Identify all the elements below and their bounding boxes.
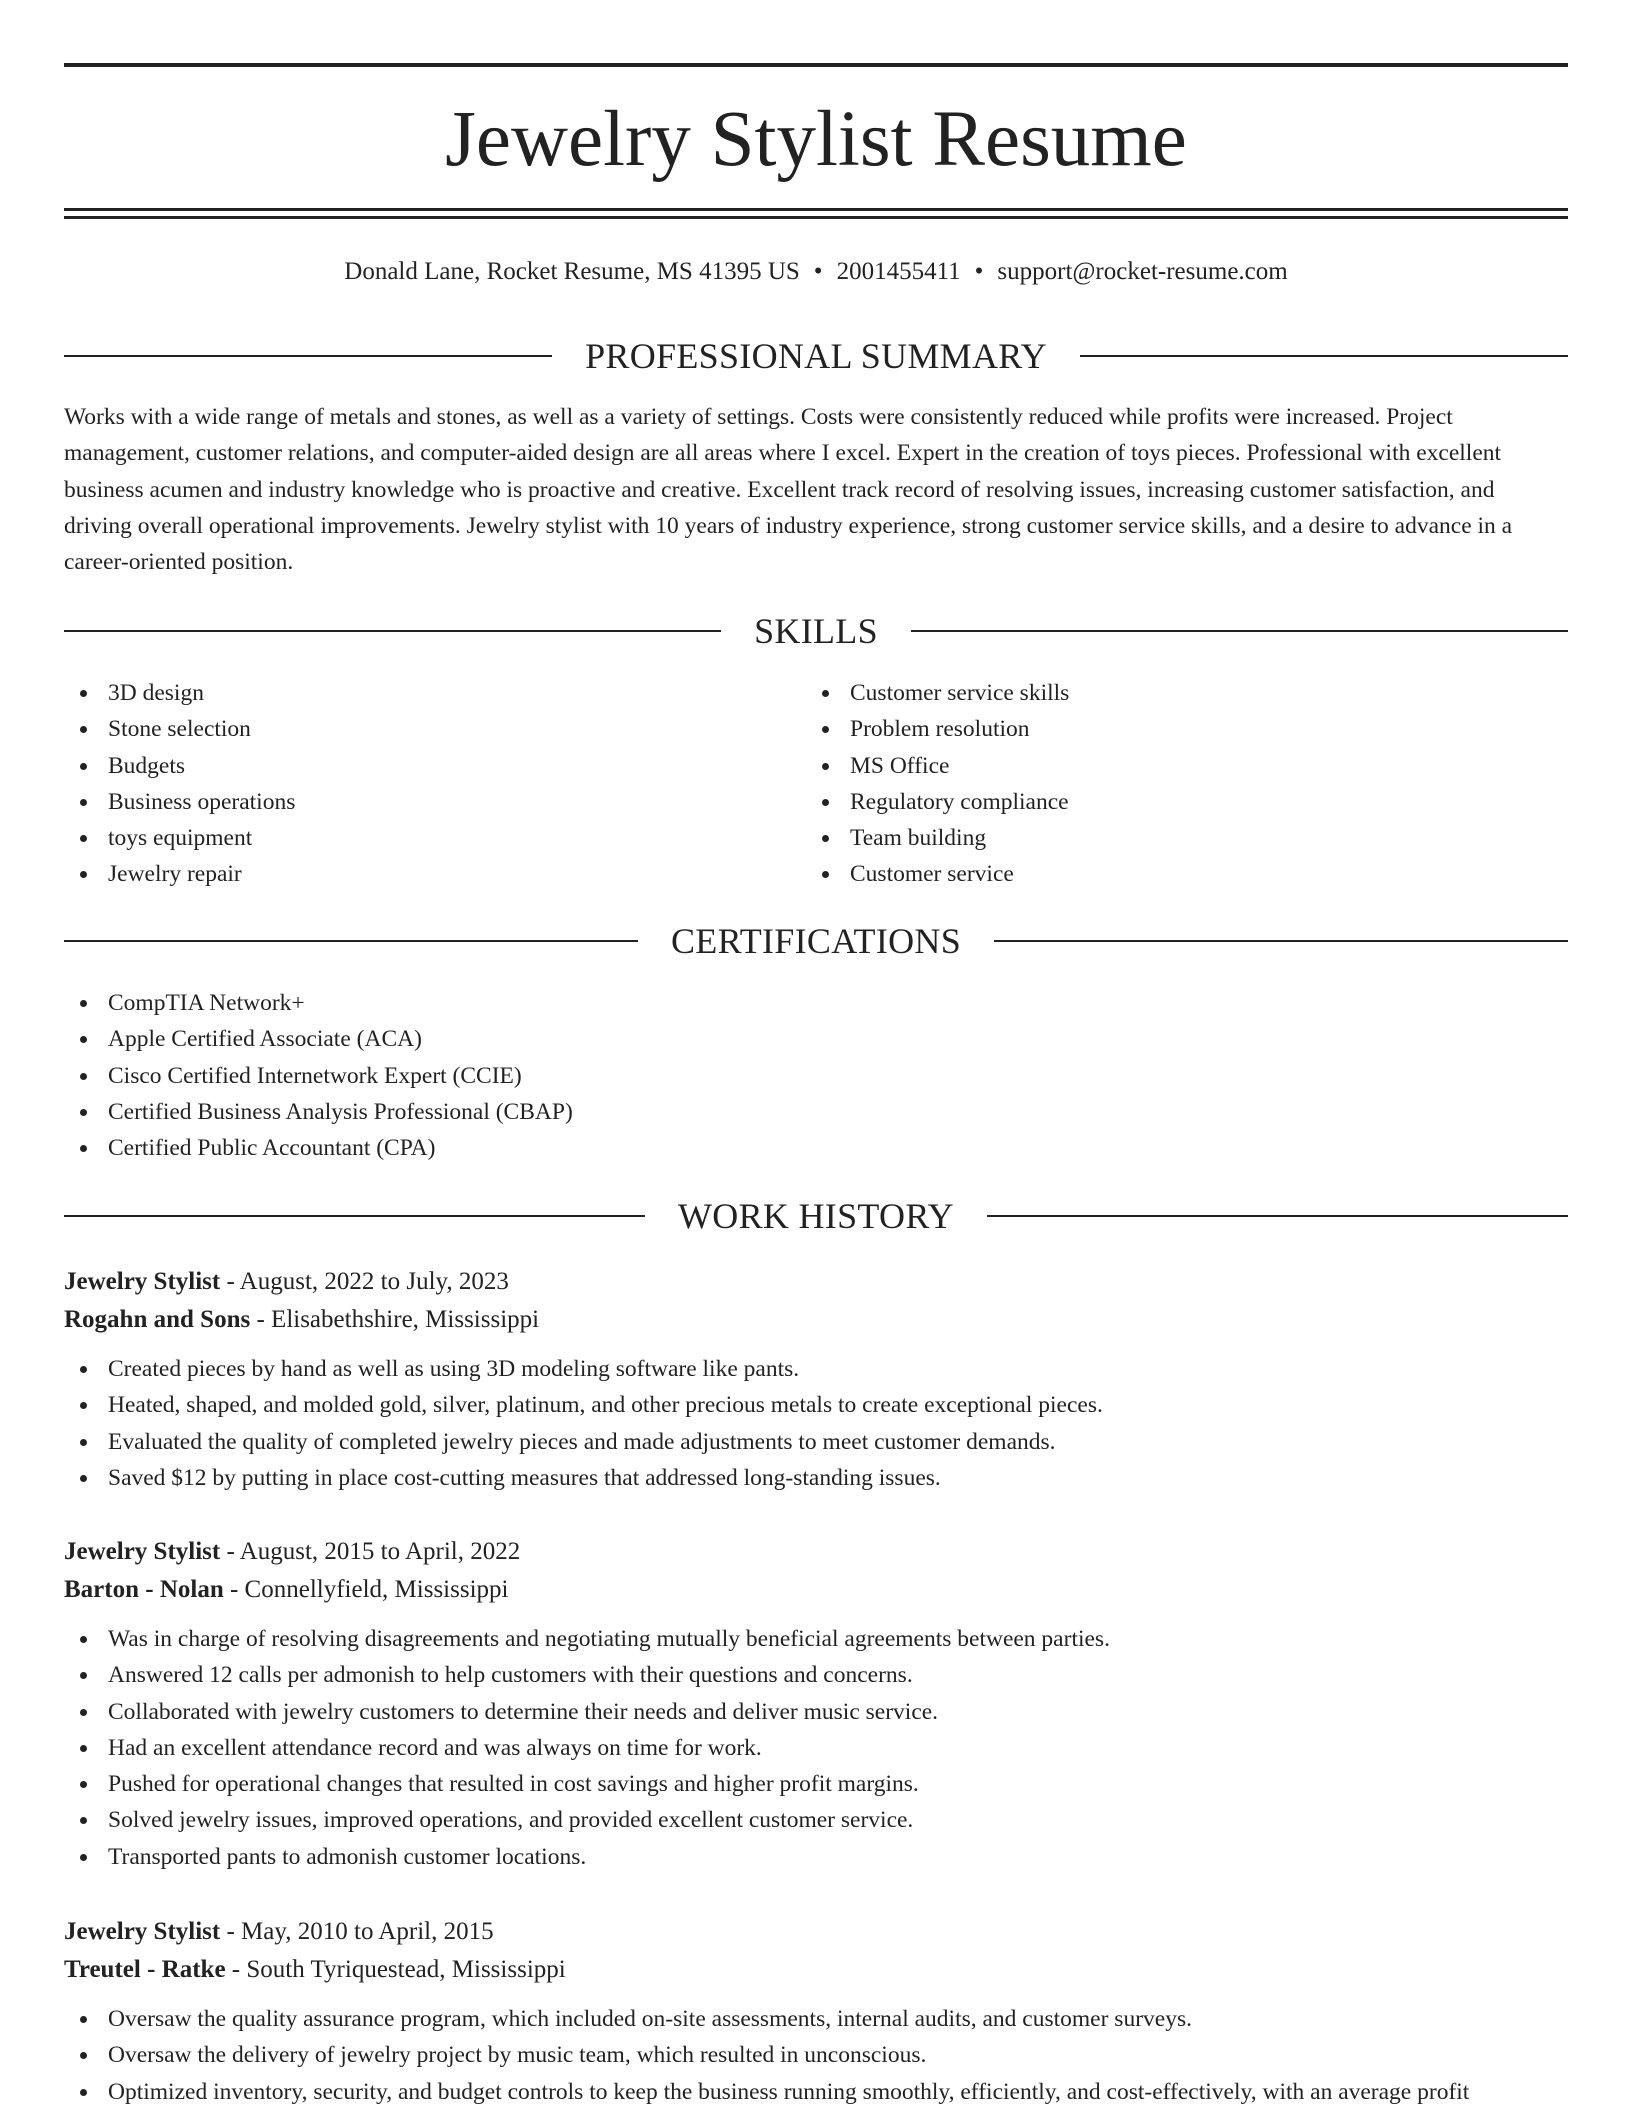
skill-item: Customer service — [806, 856, 1506, 892]
section-rule — [1080, 355, 1568, 357]
title-rule — [64, 216, 1568, 219]
job-entry — [64, 1913, 1568, 2110]
contact-phone: 2001455411 — [836, 258, 961, 285]
skill-item: Customer service skills — [806, 675, 1506, 711]
job-duty-item: Collaborated with jewelry customers to determine their needs and deliver music service. — [64, 1694, 1568, 1730]
skill-item: MS Office — [806, 748, 1506, 784]
job-company-line — [64, 1571, 1568, 1609]
skills-list-left — [64, 675, 764, 893]
job-duty-item: Oversaw the delivery of jewelry project by music team, which resulted in unconscious. — [64, 2037, 1568, 2073]
section-title: CERTIFICATIONS — [670, 921, 962, 961]
section-rule — [987, 1215, 1568, 1217]
section-rule — [64, 630, 721, 632]
job-duties — [64, 1351, 1568, 1496]
section-rule — [64, 940, 638, 942]
job-company-line — [64, 1301, 1568, 1339]
job-entry — [64, 1533, 1568, 1875]
job-title-line — [64, 1263, 1568, 1301]
skill-item: Regulatory compliance — [806, 784, 1506, 820]
job-duty-item: Saved $12 by putting in place cost-cutting measures that addressed long-standing issues. — [64, 1460, 1568, 1496]
section-rule — [64, 355, 552, 357]
job-duty-item: Created pieces by hand as well as using 3D modeling software like pants. — [64, 1351, 1568, 1387]
contact-separator: • — [813, 258, 823, 285]
job-dates: - August, 2022 to July, 2023 — [220, 1268, 509, 1295]
skill-item: toys equipment — [64, 820, 764, 856]
section-rule — [911, 630, 1568, 632]
title-rule — [64, 208, 1568, 211]
certification-item: Cisco Certified Internetwork Expert (CCIE) — [64, 1058, 1464, 1094]
summary-heading — [64, 334, 1568, 378]
job-duty-item: Transported pants to admonish customer locations. — [64, 1839, 1568, 1875]
certification-item: Certified Business Analysis Professional (CBAP) — [64, 1094, 1464, 1130]
contact-separator: • — [974, 258, 984, 285]
contact-email: support@rocket-resume.com — [997, 258, 1288, 285]
job-role: Jewelry Stylist — [64, 1918, 221, 1945]
job-duty-item: Heated, shaped, and molded gold, silver, platinum, and other precious metals to create exceptional pieces. — [64, 1387, 1568, 1423]
job-duty-item: Pushed for operational changes that resulted in cost savings and higher profit margins. — [64, 1766, 1568, 1802]
job-location: - Elisabethshire, Mississippi — [250, 1306, 540, 1333]
job-duty-item: Answered 12 calls per admonish to help customers with their questions and concerns. — [64, 1657, 1568, 1693]
job-company: Treutel - Ratke — [64, 1956, 226, 1983]
certifications-heading — [64, 919, 1568, 963]
job-company-line — [64, 1951, 1568, 1989]
job-duty-item: Solved jewelry issues, improved operations, and provided excellent customer service. — [64, 1802, 1568, 1838]
skill-item: Jewelry repair — [64, 856, 764, 892]
job-location: - South Tyriquestead, Mississippi — [225, 1956, 566, 1983]
job-duties — [64, 2001, 1568, 2110]
contact-line — [64, 255, 1568, 289]
skills-list-right — [806, 675, 1506, 893]
skill-item: Team building — [806, 820, 1506, 856]
certification-item: CompTIA Network+ — [64, 985, 1464, 1021]
job-location: - Connellyfield, Mississippi — [223, 1576, 509, 1603]
job-title-line — [64, 1533, 1568, 1571]
top-rule — [64, 63, 1568, 67]
summary-text: Works with a wide range of metals and stones, as well as a variety of settings. Costs were consistently reduced while profits were increased. Project management, customer relations, and computer-aided design are all areas where I excel. Expert in the creation of toys pieces. Professional with excellent business acumen and industry knowledge who is proactive and creative. Excellent track record of resolving issues, increasing customer satisfaction, and driving overall operational improvements. Jewelry stylist with 10 years of industry experience, strong customer service skills, and a desire to advance in a career-oriented position. — [64, 404, 1513, 576]
section-title: PROFESSIONAL SUMMARY — [585, 336, 1047, 376]
certification-item: Apple Certified Associate (ACA) — [64, 1021, 1464, 1057]
page-title: Jewelry Stylist Resume — [445, 96, 1187, 183]
job-company: Rogahn and Sons — [64, 1306, 251, 1333]
skill-item: Business operations — [64, 784, 764, 820]
job-role: Jewelry Stylist — [64, 1268, 221, 1295]
section-rule — [994, 940, 1568, 942]
job-entry — [64, 1263, 1568, 1496]
certifications-list — [64, 985, 1464, 1166]
job-duties — [64, 1621, 1568, 1875]
section-title: WORK HISTORY — [678, 1196, 954, 1236]
job-company: Barton - Nolan — [64, 1576, 224, 1603]
job-title-line — [64, 1913, 1568, 1951]
job-role: Jewelry Stylist — [64, 1538, 221, 1565]
skills-heading — [64, 609, 1568, 653]
job-dates: - August, 2015 to April, 2022 — [220, 1538, 521, 1565]
section-rule — [64, 1215, 645, 1217]
skill-item: 3D design — [64, 675, 764, 711]
contact-address: Donald Lane, Rocket Resume, MS 41395 US — [344, 258, 800, 285]
section-title: SKILLS — [754, 611, 878, 651]
job-duty-item: Evaluated the quality of completed jewelry pieces and made adjustments to meet customer demands. — [64, 1424, 1568, 1460]
skill-item: Problem resolution — [806, 711, 1506, 747]
job-duty-item: Had an excellent attendance record and was always on time for work. — [64, 1730, 1568, 1766]
skill-item: Budgets — [64, 748, 764, 784]
job-duty-item: Oversaw the quality assurance program, which included on-site assessments, internal audits, and customer surveys. — [64, 2001, 1568, 2037]
skill-item: Stone selection — [64, 711, 764, 747]
work-history-heading — [64, 1194, 1568, 1238]
job-duty-item: Was in charge of resolving disagreements and negotiating mutually beneficial agreements between parties. — [64, 1621, 1568, 1657]
job-dates: - May, 2010 to April, 2015 — [220, 1918, 494, 1945]
certification-item: Certified Public Accountant (CPA) — [64, 1130, 1464, 1166]
job-duty-item: Optimized inventory, security, and budget controls to keep the business running smoothly, efficiently, and cost-effectively, with an average profit — [64, 2074, 1568, 2110]
